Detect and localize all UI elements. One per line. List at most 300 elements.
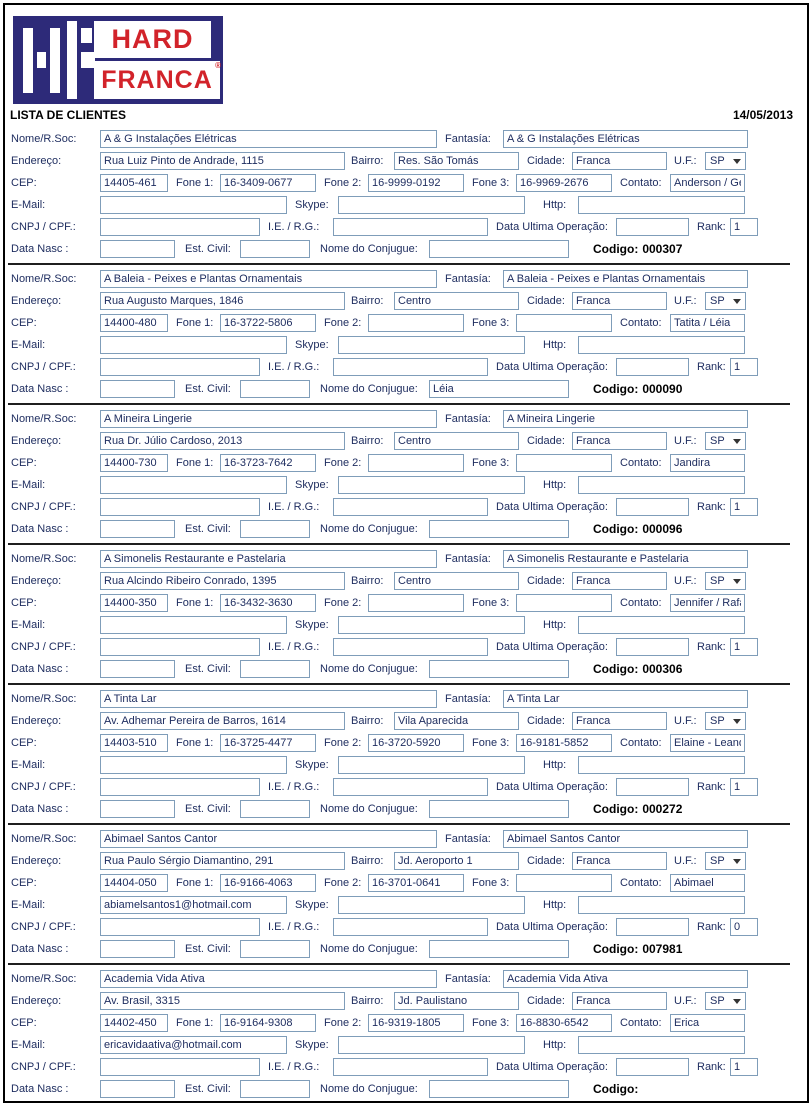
fone1-label: Fone 1: bbox=[176, 457, 214, 469]
fone3-input[interactable] bbox=[516, 314, 612, 332]
cidade-input[interactable] bbox=[572, 992, 667, 1010]
nome-input[interactable] bbox=[100, 970, 437, 988]
conjugue-input[interactable] bbox=[429, 800, 569, 818]
uf-value: SP bbox=[710, 715, 725, 727]
data-ultima-operacao-label: Data Ultima Operação: bbox=[496, 501, 608, 513]
endereco-input[interactable] bbox=[100, 992, 345, 1010]
cidade-input[interactable] bbox=[572, 292, 667, 310]
fone2-label: Fone 2: bbox=[324, 457, 362, 469]
data-ultima-operacao-label: Data Ultima Operação: bbox=[496, 921, 608, 933]
http-input[interactable] bbox=[578, 896, 745, 914]
data-ultima-operacao-label: Data Ultima Operação: bbox=[496, 361, 608, 373]
conjugue-label: Nome do Conjugue: bbox=[320, 803, 418, 815]
skype-input[interactable] bbox=[338, 336, 525, 354]
fone3-input[interactable] bbox=[516, 594, 612, 612]
est-civil-input[interactable] bbox=[240, 240, 310, 258]
hf-monogram bbox=[81, 28, 92, 43]
nome-input[interactable] bbox=[100, 130, 437, 148]
client-record bbox=[5, 548, 807, 688]
skype-label: Skype: bbox=[295, 759, 329, 771]
ie-input[interactable] bbox=[333, 1058, 488, 1076]
fantasia-input[interactable] bbox=[503, 130, 748, 148]
codigo-label: Codigo: bbox=[593, 662, 639, 676]
ie-label: I.E. / R.G.: bbox=[268, 1061, 320, 1073]
fone2-input[interactable] bbox=[368, 454, 464, 472]
data-nasc-input[interactable] bbox=[100, 520, 175, 538]
ie-input[interactable] bbox=[333, 218, 488, 236]
est-civil-label: Est. Civil: bbox=[185, 1083, 231, 1095]
contato-input[interactable] bbox=[670, 174, 745, 192]
cep-input[interactable] bbox=[100, 1014, 168, 1032]
email-input[interactable] bbox=[100, 336, 287, 354]
http-input[interactable] bbox=[578, 196, 745, 214]
record-divider bbox=[8, 403, 790, 405]
skype-label: Skype: bbox=[295, 899, 329, 911]
http-input[interactable] bbox=[578, 616, 745, 634]
est-civil-input[interactable] bbox=[240, 660, 310, 678]
data-nasc-input[interactable] bbox=[100, 660, 175, 678]
data-nasc-input[interactable] bbox=[100, 1080, 175, 1098]
ie-input[interactable] bbox=[333, 778, 488, 796]
cnpj-input[interactable] bbox=[100, 778, 260, 796]
bairro-label: Bairro: bbox=[351, 295, 384, 307]
nome-label: Nome/R.Soc: bbox=[11, 133, 77, 145]
hf-monogram bbox=[81, 52, 95, 68]
http-label: Http: bbox=[543, 619, 567, 631]
row-pessoal bbox=[5, 238, 807, 260]
fone1-input[interactable] bbox=[220, 1014, 316, 1032]
fantasia-input[interactable] bbox=[503, 550, 748, 568]
client-record bbox=[5, 408, 807, 548]
cidade-input[interactable] bbox=[572, 152, 667, 170]
http-label: Http: bbox=[543, 339, 567, 351]
record-divider bbox=[8, 543, 790, 545]
endereco-input[interactable] bbox=[100, 852, 345, 870]
fone2-label: Fone 2: bbox=[324, 177, 362, 189]
codigo-value: 000306 bbox=[642, 662, 683, 676]
data-ultima-operacao-label: Data Ultima Operação: bbox=[496, 221, 608, 233]
endereco-label: Endereço: bbox=[11, 575, 62, 587]
rank-input[interactable] bbox=[730, 218, 758, 236]
http-label: Http: bbox=[543, 759, 567, 771]
email-input[interactable] bbox=[100, 756, 287, 774]
fone3-input[interactable] bbox=[516, 734, 612, 752]
codigo-label: Codigo: bbox=[593, 522, 639, 536]
data-ultima-operacao-input[interactable] bbox=[616, 918, 689, 936]
fone2-label: Fone 2: bbox=[324, 737, 362, 749]
data-nasc-input[interactable] bbox=[100, 800, 175, 818]
cep-label: CEP: bbox=[11, 317, 37, 329]
endereco-label: Endereço: bbox=[11, 715, 62, 727]
data-ultima-operacao-input[interactable] bbox=[616, 638, 689, 656]
cep-label: CEP: bbox=[11, 597, 37, 609]
ie-label: I.E. / R.G.: bbox=[268, 361, 320, 373]
row-endereco bbox=[5, 290, 807, 312]
record-divider bbox=[8, 963, 790, 965]
fone2-input[interactable] bbox=[368, 874, 464, 892]
codigo-value: 000090 bbox=[642, 382, 683, 396]
data-ultima-operacao-label: Data Ultima Operação: bbox=[496, 1061, 608, 1073]
contato-label: Contato: bbox=[620, 177, 662, 189]
nome-input[interactable] bbox=[100, 690, 437, 708]
fone2-label: Fone 2: bbox=[324, 317, 362, 329]
row-cep-fones bbox=[5, 452, 807, 474]
fone1-label: Fone 1: bbox=[176, 597, 214, 609]
fone2-input[interactable] bbox=[368, 174, 464, 192]
codigo-text bbox=[593, 242, 682, 256]
email-input[interactable] bbox=[100, 196, 287, 214]
fone3-label: Fone 3: bbox=[472, 877, 510, 889]
data-ultima-operacao-input[interactable] bbox=[616, 498, 689, 516]
data-nasc-label: Data Nasc : bbox=[11, 803, 69, 815]
fone1-label: Fone 1: bbox=[176, 737, 214, 749]
rank-input[interactable] bbox=[730, 778, 758, 796]
row-nome bbox=[5, 548, 807, 570]
http-input[interactable] bbox=[578, 336, 745, 354]
row-cep-fones bbox=[5, 172, 807, 194]
cnpj-input[interactable] bbox=[100, 218, 260, 236]
hf-monogram bbox=[23, 28, 33, 93]
cnpj-label: CNPJ / CPF.: bbox=[11, 1061, 76, 1073]
uf-select[interactable] bbox=[705, 152, 746, 170]
nome-label: Nome/R.Soc: bbox=[11, 413, 77, 425]
conjugue-label: Nome do Conjugue: bbox=[320, 663, 418, 675]
data-ultima-operacao-input[interactable] bbox=[616, 778, 689, 796]
conjugue-label: Nome do Conjugue: bbox=[320, 383, 418, 395]
data-ultima-operacao-input[interactable] bbox=[616, 1058, 689, 1076]
data-ultima-operacao-input[interactable] bbox=[616, 218, 689, 236]
cep-label: CEP: bbox=[11, 877, 37, 889]
email-label: E-Mail: bbox=[11, 1039, 46, 1051]
fone1-label: Fone 1: bbox=[176, 1017, 214, 1029]
fone2-input[interactable] bbox=[368, 314, 464, 332]
uf-value: SP bbox=[710, 995, 725, 1007]
endereco-label: Endereço: bbox=[11, 995, 62, 1007]
conjugue-input[interactable] bbox=[429, 940, 569, 958]
cidade-input[interactable] bbox=[572, 572, 667, 590]
cnpj-label: CNPJ / CPF.: bbox=[11, 221, 76, 233]
codigo-text bbox=[593, 802, 682, 816]
client-list bbox=[5, 128, 807, 1103]
row-cep-fones bbox=[5, 732, 807, 754]
email-label: E-Mail: bbox=[11, 759, 46, 771]
cnpj-input[interactable] bbox=[100, 638, 260, 656]
cidade-input[interactable] bbox=[572, 712, 667, 730]
client-record bbox=[5, 968, 807, 1103]
http-input[interactable] bbox=[578, 1036, 745, 1054]
rank-input[interactable] bbox=[730, 1058, 758, 1076]
data-nasc-input[interactable] bbox=[100, 380, 175, 398]
row-nome bbox=[5, 968, 807, 990]
cidade-input[interactable] bbox=[572, 432, 667, 450]
est-civil-input[interactable] bbox=[240, 1080, 310, 1098]
row-cep-fones bbox=[5, 312, 807, 334]
cep-input[interactable] bbox=[100, 454, 168, 472]
contato-input[interactable] bbox=[670, 874, 745, 892]
email-input[interactable] bbox=[100, 896, 287, 914]
uf-value: SP bbox=[710, 575, 725, 587]
fone3-label: Fone 3: bbox=[472, 597, 510, 609]
rank-label: Rank: bbox=[697, 921, 726, 933]
fone2-input[interactable] bbox=[368, 1014, 464, 1032]
codigo-text bbox=[593, 662, 682, 676]
conjugue-input[interactable] bbox=[429, 520, 569, 538]
http-input[interactable] bbox=[578, 476, 745, 494]
row-endereco bbox=[5, 710, 807, 732]
uf-select[interactable] bbox=[705, 432, 746, 450]
uf-value: SP bbox=[710, 295, 725, 307]
uf-label: U.F.: bbox=[674, 575, 697, 587]
fone1-input[interactable] bbox=[220, 594, 316, 612]
fantasia-label: Fantasía: bbox=[445, 413, 491, 425]
skype-input[interactable] bbox=[338, 616, 525, 634]
row-email bbox=[5, 194, 807, 216]
cidade-label: Cidade: bbox=[527, 155, 565, 167]
row-nome bbox=[5, 408, 807, 430]
fone2-label: Fone 2: bbox=[324, 877, 362, 889]
bairro-label: Bairro: bbox=[351, 155, 384, 167]
conjugue-input[interactable] bbox=[429, 380, 569, 398]
skype-input[interactable] bbox=[338, 196, 525, 214]
codigo-label: Codigo: bbox=[593, 802, 639, 816]
bairro-input[interactable] bbox=[394, 992, 519, 1010]
cep-input[interactable] bbox=[100, 594, 168, 612]
rank-input[interactable] bbox=[730, 498, 758, 516]
fone3-label: Fone 3: bbox=[472, 1017, 510, 1029]
codigo-label: Codigo: bbox=[593, 382, 639, 396]
nome-input[interactable] bbox=[100, 270, 437, 288]
est-civil-input[interactable] bbox=[240, 800, 310, 818]
row-pessoal bbox=[5, 518, 807, 540]
row-pessoal bbox=[5, 938, 807, 960]
contato-input[interactable] bbox=[670, 314, 745, 332]
cnpj-label: CNPJ / CPF.: bbox=[11, 781, 76, 793]
fone1-input[interactable] bbox=[220, 174, 316, 192]
est-civil-label: Est. Civil: bbox=[185, 523, 231, 535]
nome-input[interactable] bbox=[100, 410, 437, 428]
ie-input[interactable] bbox=[333, 498, 488, 516]
endereco-input[interactable] bbox=[100, 712, 345, 730]
row-cep-fones bbox=[5, 592, 807, 614]
chevron-down-icon bbox=[733, 299, 741, 304]
fone3-input[interactable] bbox=[516, 1014, 612, 1032]
contato-label: Contato: bbox=[620, 597, 662, 609]
endereco-input[interactable] bbox=[100, 152, 345, 170]
fantasia-label: Fantasía: bbox=[445, 553, 491, 565]
data-ultima-operacao-label: Data Ultima Operação: bbox=[496, 781, 608, 793]
contato-label: Contato: bbox=[620, 1017, 662, 1029]
est-civil-label: Est. Civil: bbox=[185, 663, 231, 675]
cep-input[interactable] bbox=[100, 734, 168, 752]
nome-label: Nome/R.Soc: bbox=[11, 553, 77, 565]
cep-input[interactable] bbox=[100, 874, 168, 892]
codigo-value: 000096 bbox=[642, 522, 683, 536]
row-pessoal bbox=[5, 658, 807, 680]
fone1-input[interactable] bbox=[220, 874, 316, 892]
fantasia-input[interactable] bbox=[503, 690, 748, 708]
cnpj-input[interactable] bbox=[100, 498, 260, 516]
cnpj-label: CNPJ / CPF.: bbox=[11, 361, 76, 373]
fantasia-input[interactable] bbox=[503, 970, 748, 988]
row-email bbox=[5, 474, 807, 496]
conjugue-input[interactable] bbox=[429, 1080, 569, 1098]
row-endereco bbox=[5, 570, 807, 592]
endereco-input[interactable] bbox=[100, 572, 345, 590]
data-nasc-label: Data Nasc : bbox=[11, 1083, 69, 1095]
est-civil-input[interactable] bbox=[240, 520, 310, 538]
endereco-input[interactable] bbox=[100, 292, 345, 310]
row-documentos bbox=[5, 356, 807, 378]
fantasia-input[interactable] bbox=[503, 830, 748, 848]
contato-label: Contato: bbox=[620, 317, 662, 329]
est-civil-input[interactable] bbox=[240, 940, 310, 958]
client-record bbox=[5, 128, 807, 268]
registered-mark: ® bbox=[215, 61, 221, 70]
email-input[interactable] bbox=[100, 616, 287, 634]
endereco-input[interactable] bbox=[100, 432, 345, 450]
contato-label: Contato: bbox=[620, 877, 662, 889]
fone2-input[interactable] bbox=[368, 734, 464, 752]
codigo-text bbox=[593, 522, 682, 536]
cnpj-label: CNPJ / CPF.: bbox=[11, 921, 76, 933]
http-input[interactable] bbox=[578, 756, 745, 774]
fone3-input[interactable] bbox=[516, 174, 612, 192]
fone1-input[interactable] bbox=[220, 454, 316, 472]
uf-select[interactable] bbox=[705, 572, 746, 590]
row-documentos bbox=[5, 1056, 807, 1078]
cnpj-input[interactable] bbox=[100, 1058, 260, 1076]
rank-input[interactable] bbox=[730, 918, 758, 936]
nome-label: Nome/R.Soc: bbox=[11, 833, 77, 845]
bairro-input[interactable] bbox=[394, 152, 519, 170]
codigo-label: Codigo: bbox=[593, 242, 639, 256]
ie-input[interactable] bbox=[333, 638, 488, 656]
est-civil-input[interactable] bbox=[240, 380, 310, 398]
contato-input[interactable] bbox=[670, 734, 745, 752]
conjugue-label: Nome do Conjugue: bbox=[320, 243, 418, 255]
skype-input[interactable] bbox=[338, 476, 525, 494]
rank-input[interactable] bbox=[730, 638, 758, 656]
ie-input[interactable] bbox=[333, 918, 488, 936]
ie-input[interactable] bbox=[333, 358, 488, 376]
cidade-input[interactable] bbox=[572, 852, 667, 870]
fone3-input[interactable] bbox=[516, 874, 612, 892]
skype-label: Skype: bbox=[295, 479, 329, 491]
fantasia-input[interactable] bbox=[503, 270, 748, 288]
cnpj-input[interactable] bbox=[100, 358, 260, 376]
bairro-input[interactable] bbox=[394, 572, 519, 590]
ie-label: I.E. / R.G.: bbox=[268, 501, 320, 513]
bairro-input[interactable] bbox=[394, 292, 519, 310]
cnpj-input[interactable] bbox=[100, 918, 260, 936]
cep-input[interactable] bbox=[100, 174, 168, 192]
email-label: E-Mail: bbox=[11, 899, 46, 911]
cidade-label: Cidade: bbox=[527, 435, 565, 447]
cep-input[interactable] bbox=[100, 314, 168, 332]
bairro-input[interactable] bbox=[394, 712, 519, 730]
cnpj-label: CNPJ / CPF.: bbox=[11, 641, 76, 653]
data-nasc-label: Data Nasc : bbox=[11, 943, 69, 955]
fantasia-label: Fantasía: bbox=[445, 973, 491, 985]
nome-input[interactable] bbox=[100, 550, 437, 568]
hf-monogram bbox=[67, 21, 77, 99]
data-ultima-operacao-input[interactable] bbox=[616, 358, 689, 376]
codigo-value: 000272 bbox=[642, 802, 683, 816]
nome-input[interactable] bbox=[100, 830, 437, 848]
rank-input[interactable] bbox=[730, 358, 758, 376]
uf-value: SP bbox=[710, 155, 725, 167]
data-nasc-label: Data Nasc : bbox=[11, 663, 69, 675]
contato-input[interactable] bbox=[670, 454, 745, 472]
row-email bbox=[5, 894, 807, 916]
fone3-input[interactable] bbox=[516, 454, 612, 472]
fone1-label: Fone 1: bbox=[176, 177, 214, 189]
logo-word-franca: FRANCA ® bbox=[94, 61, 220, 99]
fone2-label: Fone 2: bbox=[324, 597, 362, 609]
skype-input[interactable] bbox=[338, 1036, 525, 1054]
email-label: E-Mail: bbox=[11, 479, 46, 491]
page-title: LISTA DE CLIENTES bbox=[10, 108, 127, 122]
fone1-input[interactable] bbox=[220, 734, 316, 752]
est-civil-label: Est. Civil: bbox=[185, 243, 231, 255]
fone1-label: Fone 1: bbox=[176, 877, 214, 889]
nome-label: Nome/R.Soc: bbox=[11, 973, 77, 985]
row-email bbox=[5, 614, 807, 636]
row-cep-fones bbox=[5, 1012, 807, 1034]
ie-label: I.E. / R.G.: bbox=[268, 641, 320, 653]
fantasia-label: Fantasía: bbox=[445, 833, 491, 845]
data-nasc-input[interactable] bbox=[100, 940, 175, 958]
report-header bbox=[5, 5, 807, 128]
hard-franca-logo bbox=[13, 16, 223, 104]
contato-input[interactable] bbox=[670, 594, 745, 612]
fone1-input[interactable] bbox=[220, 314, 316, 332]
row-pessoal bbox=[5, 1078, 807, 1100]
endereco-label: Endereço: bbox=[11, 855, 62, 867]
chevron-down-icon bbox=[733, 859, 741, 864]
uf-select[interactable] bbox=[705, 852, 746, 870]
ie-label: I.E. / R.G.: bbox=[268, 221, 320, 233]
conjugue-input[interactable] bbox=[429, 240, 569, 258]
conjugue-input[interactable] bbox=[429, 660, 569, 678]
endereco-label: Endereço: bbox=[11, 295, 62, 307]
uf-label: U.F.: bbox=[674, 995, 697, 1007]
conjugue-label: Nome do Conjugue: bbox=[320, 1083, 418, 1095]
uf-select[interactable] bbox=[705, 992, 746, 1010]
chevron-down-icon bbox=[733, 579, 741, 584]
fantasia-input[interactable] bbox=[503, 410, 748, 428]
row-documentos bbox=[5, 776, 807, 798]
uf-select[interactable] bbox=[705, 712, 746, 730]
codigo-text bbox=[593, 382, 682, 396]
fone2-input[interactable] bbox=[368, 594, 464, 612]
fone3-label: Fone 3: bbox=[472, 317, 510, 329]
contato-input[interactable] bbox=[670, 1014, 745, 1032]
uf-select[interactable] bbox=[705, 292, 746, 310]
skype-input[interactable] bbox=[338, 896, 525, 914]
cep-label: CEP: bbox=[11, 737, 37, 749]
conjugue-label: Nome do Conjugue: bbox=[320, 943, 418, 955]
data-nasc-input[interactable] bbox=[100, 240, 175, 258]
bairro-label: Bairro: bbox=[351, 995, 384, 1007]
email-input[interactable] bbox=[100, 476, 287, 494]
bairro-input[interactable] bbox=[394, 852, 519, 870]
codigo-value: 007981 bbox=[642, 942, 683, 956]
bairro-input[interactable] bbox=[394, 432, 519, 450]
email-input[interactable] bbox=[100, 1036, 287, 1054]
email-label: E-Mail: bbox=[11, 619, 46, 631]
skype-input[interactable] bbox=[338, 756, 525, 774]
